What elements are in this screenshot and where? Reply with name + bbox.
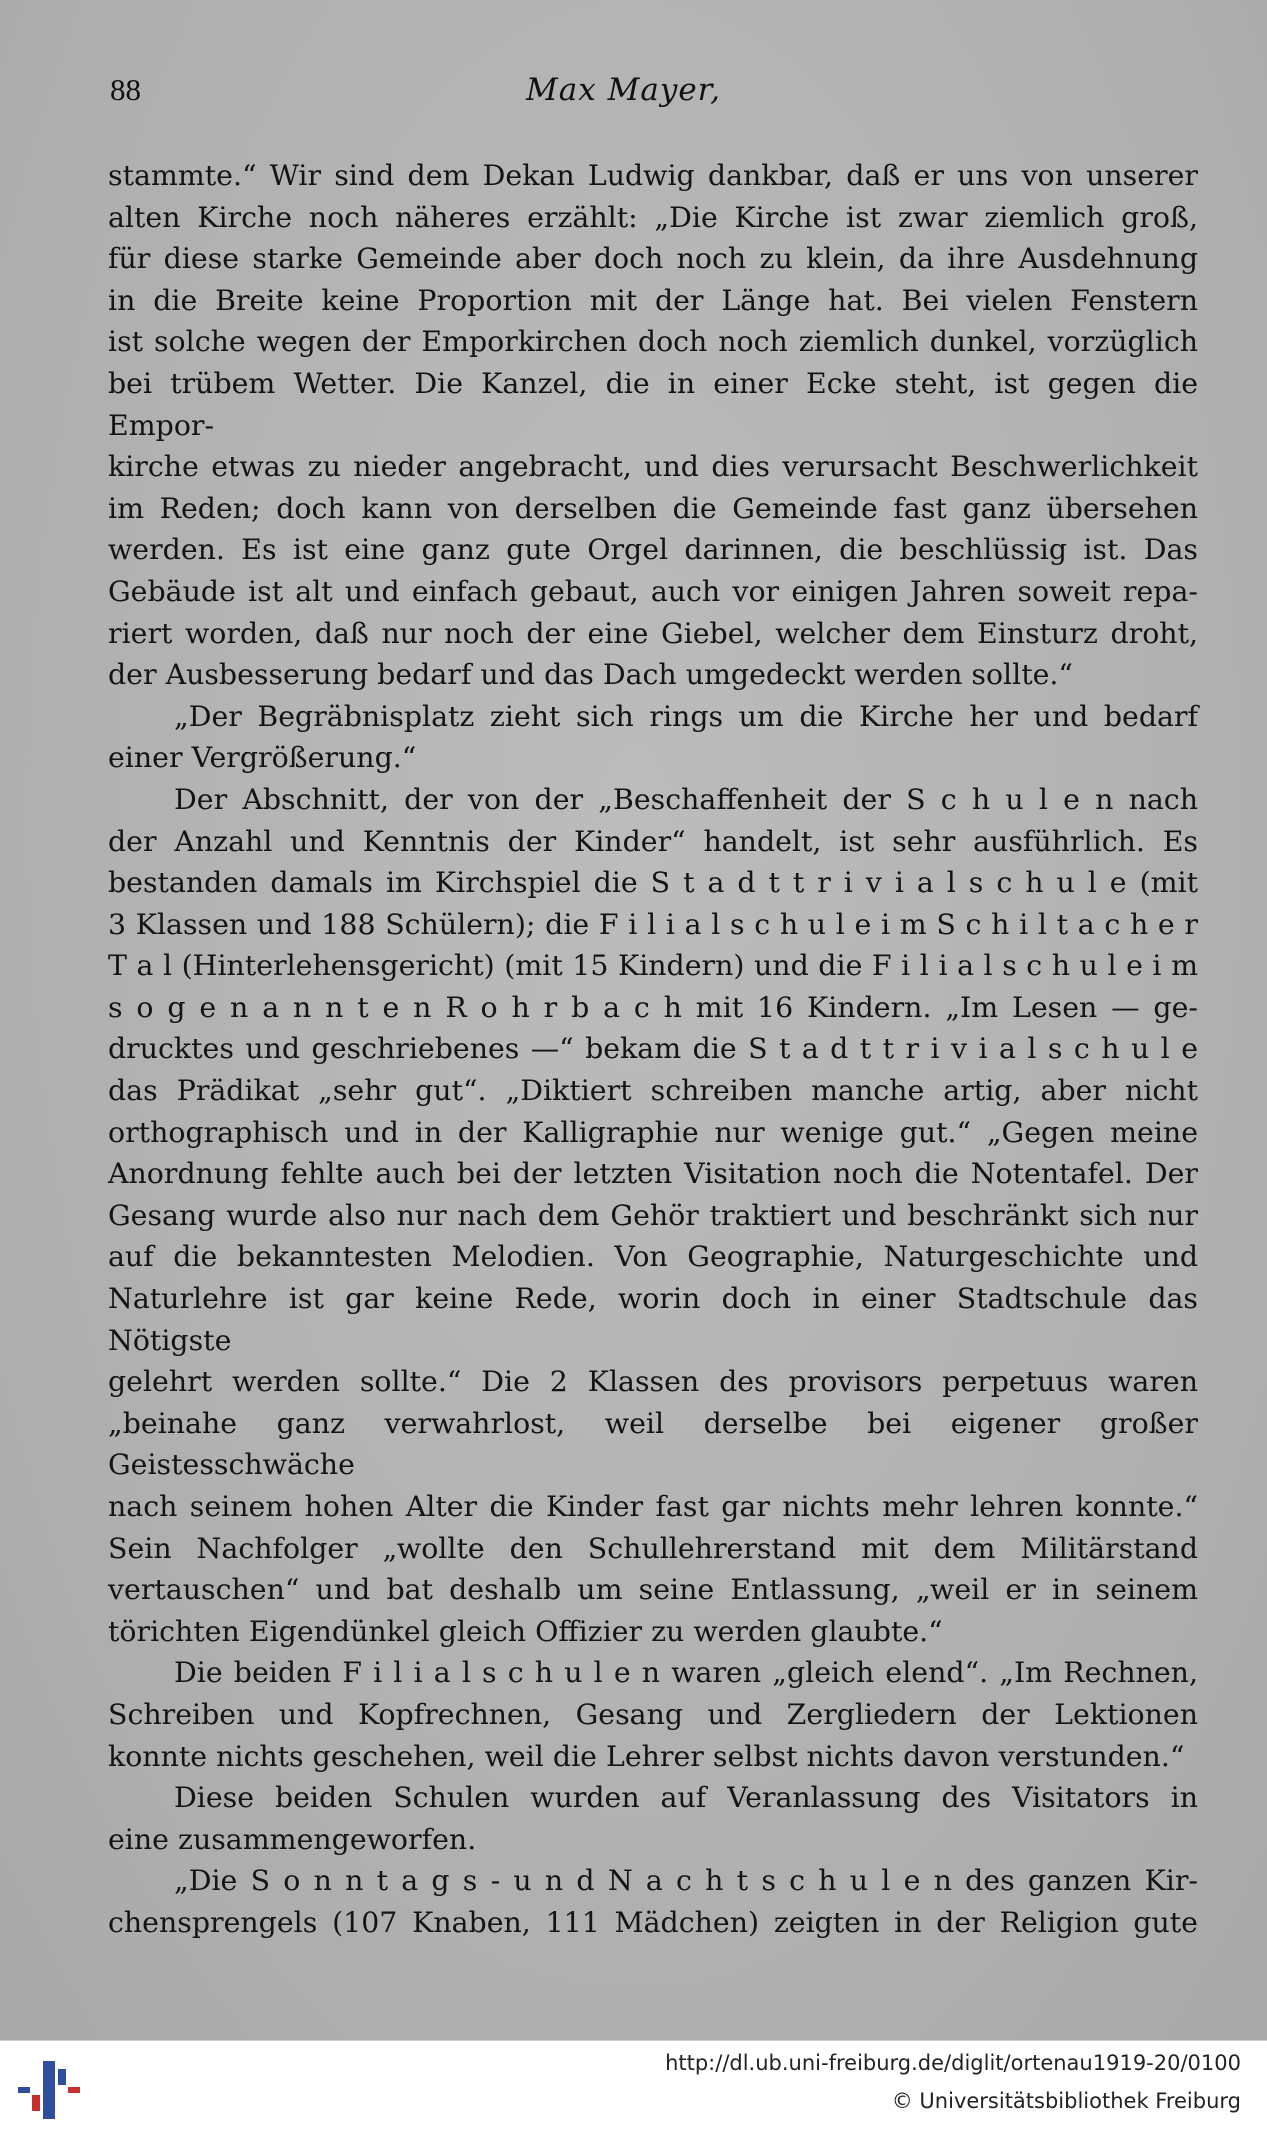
text-line: törichten Eigendünkel gleich Offizier zu werden glaubte.“ — [108, 1614, 943, 1648]
text-line: kirche etwas zu nieder angebracht, und dies verursacht Beschwerlichkeit — [108, 450, 1198, 484]
text-line: werden. Es ist eine ganz gute Orgel darinnen, die beschlüssig ist. Das — [108, 533, 1198, 567]
viewer-footer — [0, 2040, 1267, 2129]
permalink-url[interactable]: http://dl.ub.uni-freiburg.de/diglit/ortenau1919-20/0100 — [665, 2051, 1241, 2075]
text-line: drucktes und geschriebenes —“ bekam die S t a d t t r i v i a l s c h u l e — [108, 1032, 1198, 1066]
text-line: chensprengels (107 Knaben, 111 Mädchen) zeigten in der Religion gute — [108, 1905, 1198, 1939]
text-line: Diese beiden Schulen wurden auf Veranlassung des Visitators in — [174, 1781, 1198, 1815]
text-line: auf die bekanntesten Melodien. Von Geographie, Naturgeschichte und — [108, 1240, 1198, 1274]
text-line: einer Vergrößerung.“ — [108, 741, 417, 775]
logo-bar-blue-left — [18, 2087, 30, 2093]
text-line: ist solche wegen der Emporkirchen doch noch ziemlich dunkel, vorzüglich — [108, 325, 1198, 359]
text-line: Gesang wurde also nur nach dem Gehör traktiert und beschränkt sich nur — [108, 1198, 1198, 1232]
text-line: gelehrt werden sollte.“ Die 2 Klassen des provisors perpetuus waren — [108, 1365, 1198, 1399]
text-line: für diese starke Gemeinde aber doch noch zu klein, da ihre Ausdehnung — [108, 242, 1198, 276]
library-logo-icon — [14, 2059, 84, 2121]
text-line: nach seinem hohen Alter die Kinder fast gar nichts mehr lehren konnte.“ — [108, 1490, 1198, 1523]
text-line: Anordnung fehlte auch bei der letzten Visitation noch die Notentafel. Der — [108, 1157, 1198, 1191]
logo-bar-blue-center — [43, 2061, 55, 2119]
text-line: orthographisch und in der Kalligraphie nur wenige gut.“ „Gegen meine — [108, 1115, 1198, 1149]
text-line: Schreiben und Kopfrechnen, Gesang und Zergliedern der Lektionen — [108, 1697, 1198, 1731]
body-text — [108, 155, 1198, 1944]
text-line: „Die S o n n t a g s - u n d N a c h t s c h u l e n des ganzen Kir- — [174, 1864, 1198, 1898]
text-line: vertauschen“ und bat deshalb um seine Entlassung, „weil er in seinem — [108, 1573, 1198, 1607]
text-line: das Prädikat „sehr gut“. „Diktiert schreiben manche artig, aber nicht — [108, 1074, 1198, 1108]
text-line: Die beiden F i l i a l s c h u l e n waren „gleich elend“. „Im Rechnen, — [174, 1656, 1198, 1690]
text-line: bei trübem Wetter. Die Kanzel, die in einer Ecke steht, ist gegen die Empor- — [108, 366, 1198, 442]
logo-bar-red-right — [68, 2087, 80, 2093]
text-line: bestanden damals im Kirchspiel die S t a d t t r i v i a l s c h u l e (mit — [108, 866, 1198, 900]
text-line: Gebäude ist alt und einfach gebaut, auch vor einigen Jahren soweit repa- — [108, 574, 1198, 608]
page-number: 88 — [110, 72, 141, 107]
text-line: eine zusammengeworfen. — [108, 1822, 477, 1856]
text-line: der Anzahl und Kenntnis der Kinder“ handelt, ist sehr ausführlich. Es — [108, 824, 1198, 858]
text-line: „Der Begräbnisplatz zieht sich rings um die Kirche her und bedarf — [174, 699, 1198, 733]
text-line: 3 Klassen und 188 Schülern); die F i l i a l s c h u l e i m S c h i l t a c h e r — [108, 907, 1198, 941]
text-line: riert worden, daß nur noch der eine Giebel, welcher dem Einsturz droht, — [108, 616, 1198, 650]
text-line: Der Abschnitt, der von der „Beschaffenheit der S c h u l e n nach — [174, 782, 1198, 816]
text-line: stammte.“ Wir sind dem Dekan Ludwig dankbar, daß er uns von unserer — [108, 159, 1198, 192]
text-line: Sein Nachfolger „wollte den Schullehrerstand mit dem Militärstand — [108, 1531, 1198, 1565]
text-line: „beinahe ganz verwahrlost, weil derselbe bei eigener großer Geistesschwäche — [108, 1406, 1198, 1482]
text-line: T a l (Hinterlehensgericht) (mit 15 Kindern) und die F i l i a l s c h u l e i m — [108, 949, 1198, 983]
text-line: s o g e n a n n t e n R o h r b a c h mit 16 Kindern. „Im Lesen — ge- — [108, 990, 1198, 1024]
logo-bar-blue-small — [58, 2069, 66, 2085]
text-line: der Ausbesserung bedarf und das Dach umgedeckt werden sollte.“ — [108, 658, 1073, 692]
text-line: Naturlehre ist gar keine Rede, worin doch in einer Stadtschule das Nötigste — [108, 1282, 1198, 1357]
text-line: im Reden; doch kann von derselben die Gemeinde fast ganz übersehen — [108, 491, 1198, 525]
page-header — [110, 72, 1197, 122]
text-line: alten Kirche noch näheres erzählt: „Die Kirche ist zwar ziemlich groß, — [108, 200, 1198, 234]
logo-bar-red-small — [32, 2095, 40, 2111]
text-line: in die Breite keine Proportion mit der Länge hat. Bei vielen Fenstern — [108, 283, 1198, 317]
running-head: Max Mayer, — [526, 72, 721, 108]
text-line: konnte nichts geschehen, weil die Lehrer selbst nichts davon verstunden.“ — [108, 1739, 1185, 1773]
copyright-notice: © Universitätsbibliothek Freiburg — [891, 2089, 1241, 2113]
